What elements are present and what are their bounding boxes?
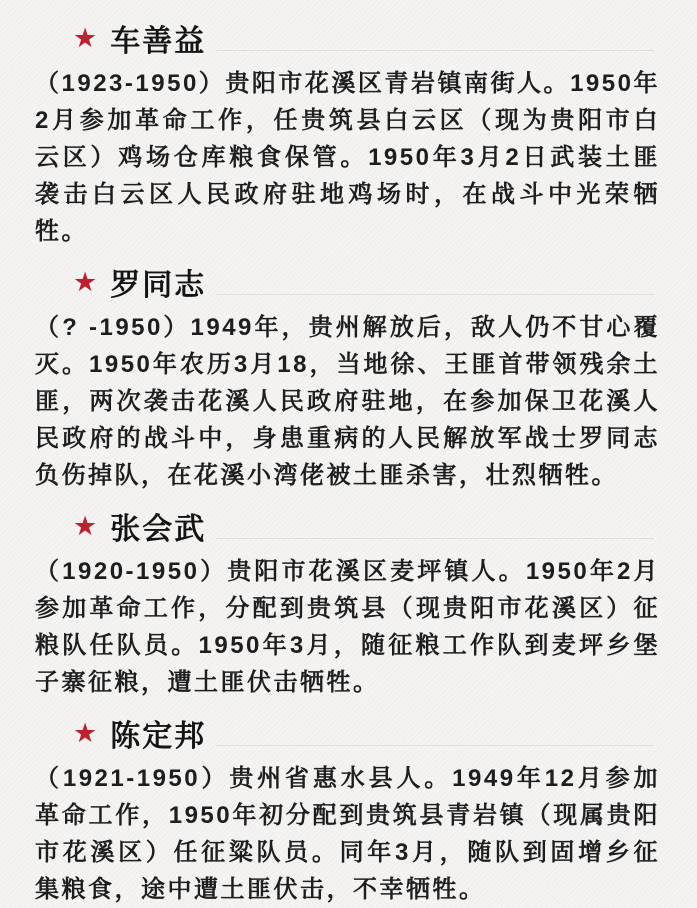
martyr-section-chen-dingbang [35, 713, 660, 908]
heading-divider [216, 538, 654, 539]
martyr-heading [35, 713, 660, 753]
red-star-icon: ★ [73, 510, 98, 541]
martyr-name: 车善益 [110, 25, 207, 58]
heading-divider [216, 294, 654, 295]
martyr-section-zhang-huiwu [35, 506, 660, 701]
martyr-bio: （1923-1950）贵阳市花溪区青岩镇南街人。1950年2月参加革命工作，任贵筑县白云区（现为贵阳市白云区）鸡场仓库粮食保管。1950年3月2日武装土匪袭击白云区人民政府驻地鸡场时，在战斗中光荣牺牲。 [35, 70, 660, 245]
martyr-name: 罗同志 [110, 269, 207, 302]
martyr-bio: （1921-1950）贵州省惠水县人。1949年12月参加革命工作，1950年初分配到贵筑县青岩镇（现属贵阳市花溪区）任征粱队员。同年3月，随队到固增乡征集粮食，途中遭土匪伏击，不幸牺牲。 [35, 765, 660, 903]
martyr-section-che-shanyi [35, 18, 660, 250]
martyr-bio: （1920-1950）贵阳市花溪区麦坪镇人。1950年2月参加革命工作，分配到贵筑县（现贵阳市花溪区）征粮队任队员。1950年3月，随征粮工作队到麦坪乡堡子寨征粮，遭土匪伏击牺牲。 [35, 558, 660, 696]
martyr-heading [35, 18, 660, 58]
martyr-name: 张会武 [110, 513, 207, 546]
heading-divider [216, 745, 654, 746]
martyr-name: 陈定邦 [110, 720, 207, 753]
martyr-bio: （? -1950）1949年，贵州解放后，敌人仍不甘心覆灭。1950年农历3月18，当地徐、王匪首带领残余土匪，两次袭击花溪人民政府驻地，在参加保卫花溪人民政府的战斗中，身患重病的人民解放军战士罗同志负伤掉队，在花溪小湾佬被土匪杀害，壮烈牺牲。 [35, 314, 660, 489]
martyr-heading [35, 506, 660, 546]
martyr-heading [35, 262, 660, 302]
red-star-icon: ★ [73, 717, 98, 748]
red-star-icon: ★ [73, 266, 98, 297]
martyr-section-luo-tongzhi [35, 262, 660, 494]
red-star-icon: ★ [73, 22, 98, 53]
heading-divider [216, 50, 654, 51]
